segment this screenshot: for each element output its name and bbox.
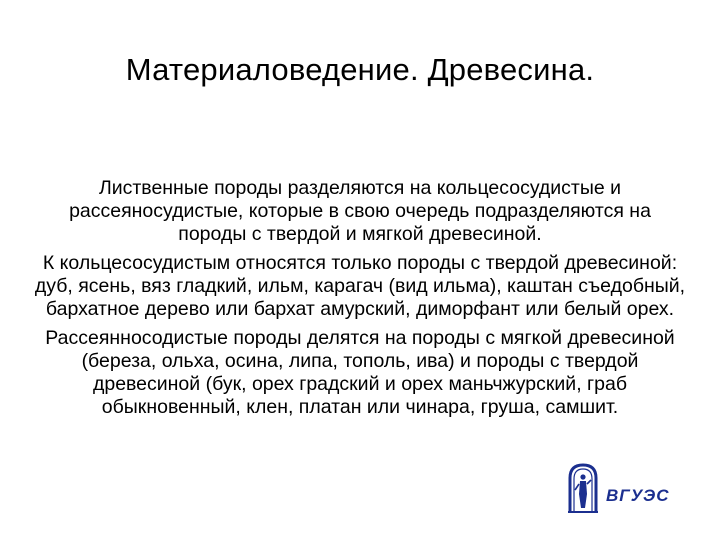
university-emblem-icon: [566, 462, 600, 514]
university-logo: [566, 462, 676, 516]
paragraph-1: Лиственные породы разделяются на кольцесосудистые и рассеяносудистые, которые в свою очередь подразделяются на породы с твердой и мягкой древесиной.: [69, 177, 651, 245]
paragraph-3: Рассеянносодистые породы делятся на породы с мягкой древесиной (береза, ольха, осина, липа, тополь, ива) и породы с твердой древесиной (бук, орех градский и орех маньчжурский, граб обыкновенный, клен, платан или чинара, груша, самшит.: [45, 327, 675, 418]
paragraph-2: К кольцесосудистым относятся только породы с твердой древесиной: дуб, ясень, вяз гладкий, ильм, карагач (вид ильма), каштан съедобный, бархатное дерево или бархат амурский, диморфант или белый орех.: [34, 252, 686, 320]
logo-text: ВГУЭС: [606, 486, 670, 505]
slide-title: Материаловедение. Древесина.: [125, 52, 595, 87]
slide-body: [34, 177, 686, 425]
